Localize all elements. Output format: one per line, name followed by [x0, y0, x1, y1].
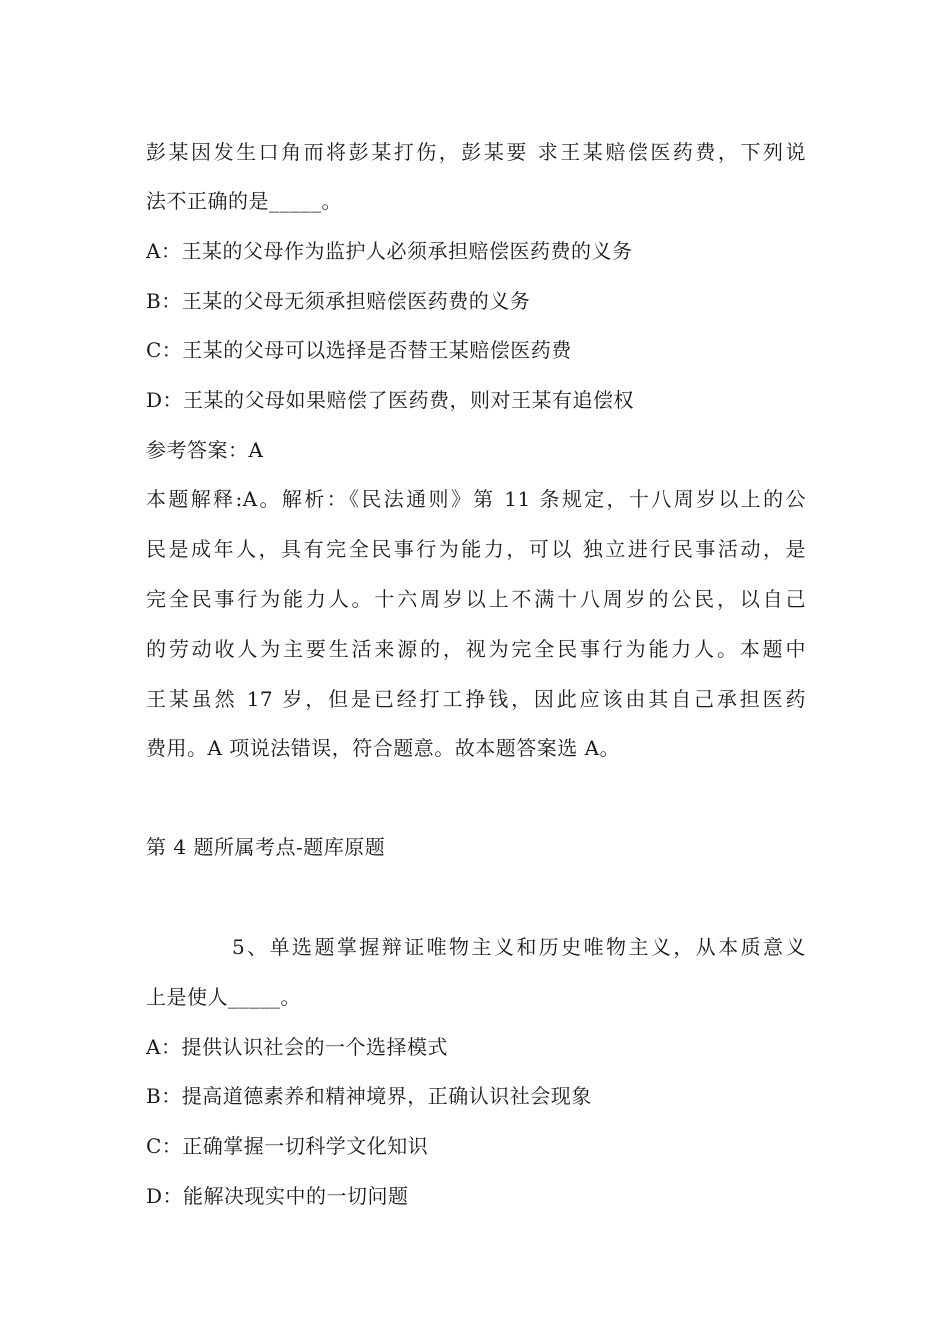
- q4-explanation-line-6: 费用。A 项说法错误，符合题意。故本题答案选 A。: [146, 736, 621, 760]
- q4-explanation-line-5: 王某虽然 17 岁，但是已经打工挣钱，因此应该由其自己承担医药: [146, 687, 806, 711]
- q5-option-c: C：正确掌握一切科学文化知识: [146, 1134, 429, 1158]
- q4-explanation-line-2: 民是成年人，具有完全民事行为能力，可以 独立进行民事活动，是: [146, 537, 806, 561]
- q4-stem-line-1: 彭某因发生口角而将彭某打伤，彭某要 求王某赔偿医药费，下列说: [146, 140, 806, 164]
- q4-answer: 参考答案：A: [146, 438, 264, 462]
- q4-option-b: B：王某的父母无须承担赔偿医药费的义务: [146, 289, 531, 313]
- q5-option-b: B：提高道德素养和精神境界，正确认识社会现象: [146, 1084, 592, 1108]
- q4-topic: 第 4 题所属考点-题库原题: [146, 835, 386, 859]
- q4-option-a: A：王某的父母作为监护人必须承担赔偿医药费的义务: [146, 239, 633, 263]
- q4-stem-line-2: 法不正确的是_____。: [146, 189, 342, 213]
- q4-explanation-line-4: 的劳动收人为主要生活来源的，视为完全民事行为能力人。本题中: [146, 637, 806, 661]
- q5-option-a: A：提供认识社会的一个选择模式: [146, 1035, 448, 1059]
- q5-stem-line-1: 5、单选题掌握辩证唯物主义和历史唯物主义，从本质意义: [232, 935, 806, 959]
- q5-stem-line-2: 上是使人_____。: [146, 985, 301, 1009]
- q4-option-d: D：王某的父母如果赔偿了医药费，则对王某有追偿权: [146, 388, 635, 412]
- q4-explanation-line-1: 本题解释:A。解析：《民法通则》第 11 条规定，十八周岁以上的公: [146, 487, 806, 511]
- q4-option-c: C：王某的父母可以选择是否替王某赔偿医药费: [146, 338, 572, 362]
- q4-explanation-line-3: 完全民事行为能力人。十六周岁以上不满十八周岁的公民，以自己: [146, 587, 806, 611]
- q5-option-d: D：能解决现实中的一切问题: [146, 1184, 409, 1208]
